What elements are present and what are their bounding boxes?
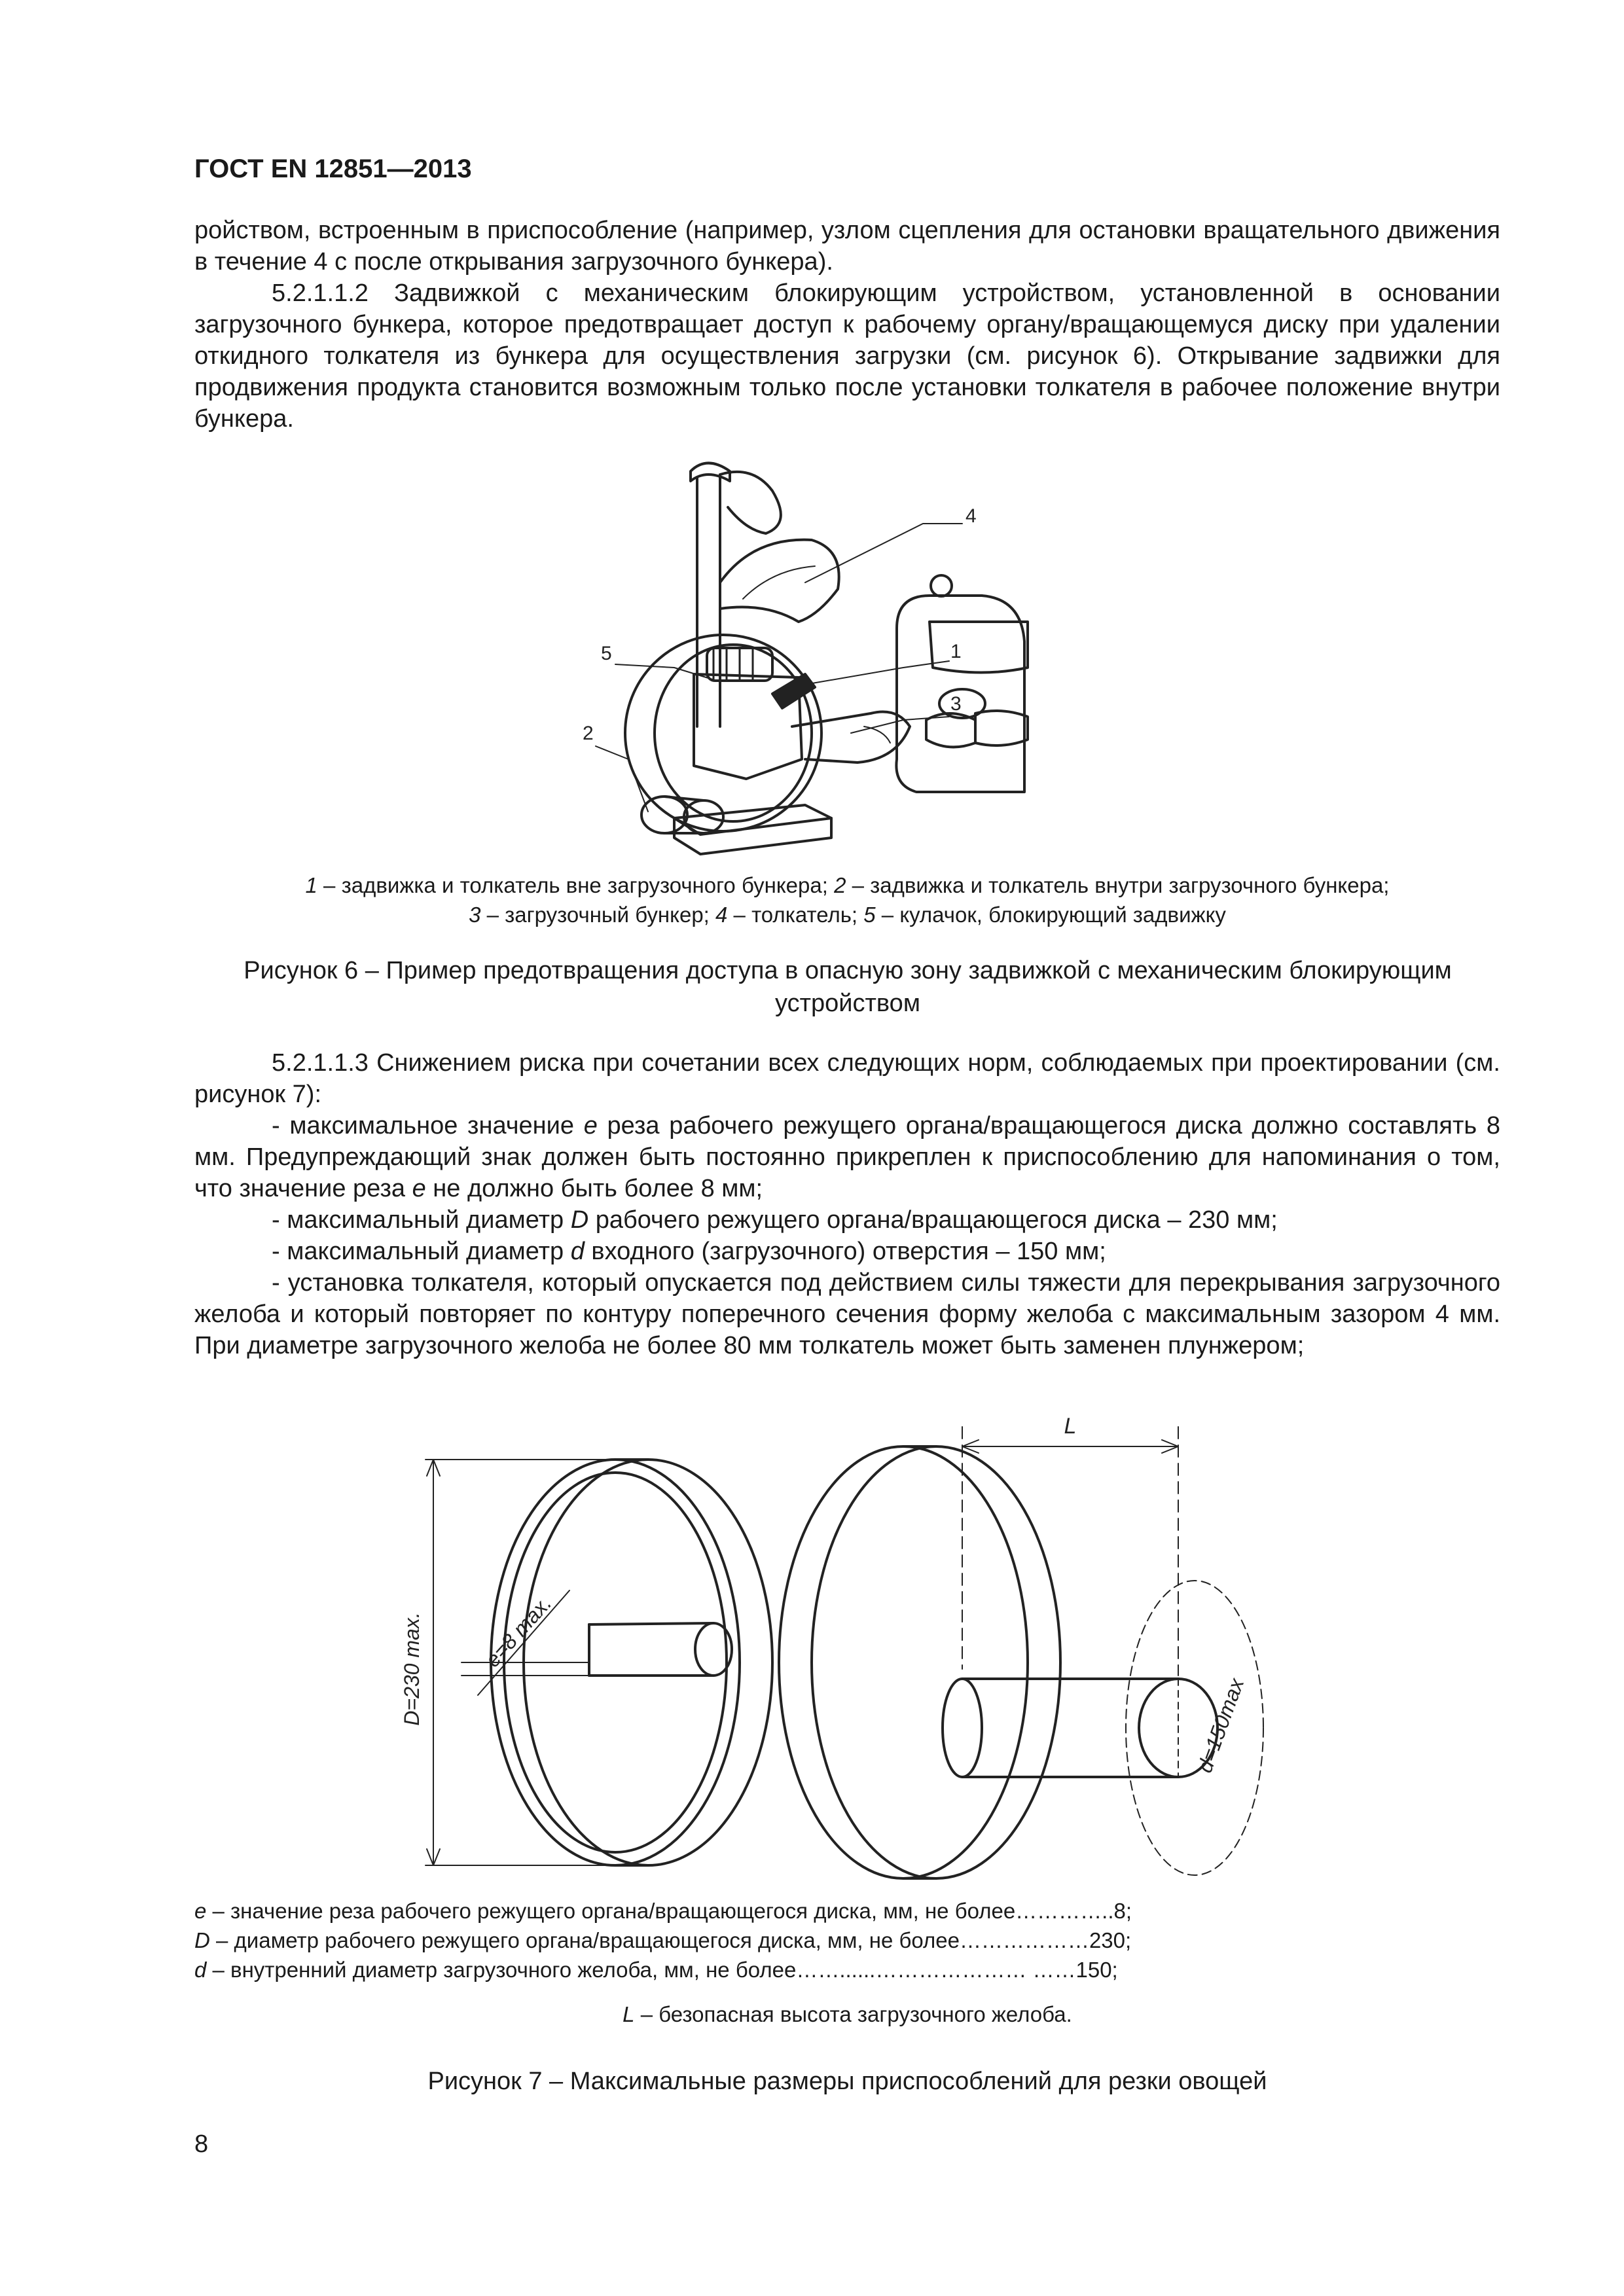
legend-L: L – безопасная высота загрузочного желоба. [623, 2002, 1072, 2026]
label-D: D=230 max. [400, 1612, 424, 1726]
label-e: e=8 max. [480, 1591, 556, 1672]
callout-1: 1 [950, 641, 962, 662]
figure-6-legend [194, 870, 1500, 929]
label-L: L [1064, 1414, 1077, 1439]
callout-4: 4 [965, 505, 977, 527]
figure-6-title: Рисунок 6 – Пример предотвращения доступа в опасную зону задвижкой с механическим блокирующим устройством [244, 957, 1452, 1017]
paragraph-5-2-1-1-3: 5.2.1.1.3 Снижением риска при сочетании всех следующих норм, соблюдаемых при проектировании (см. рисунок 7): [194, 1049, 1500, 1108]
bullet-D-max: - максимальный диаметр D рабочего режущего органа/вращающегося диска – 230 мм; [272, 1206, 1278, 1234]
callout-5: 5 [601, 643, 612, 664]
figure-6-illustration [556, 452, 1211, 870]
bullet-d-max: - максимальный диаметр d входного (загрузочного) отверстия – 150 мм; [272, 1238, 1106, 1265]
page-number: 8 [194, 2130, 209, 2158]
legend-e: e – значение реза рабочего режущего органа/вращающегося диска, мм, не более…………..8; [194, 1899, 1132, 1923]
legend-d: d – внутренний диаметр загрузочного желоба, мм, не более……......………………… ……150; [194, 1958, 1118, 1982]
label-d: d=150max [1193, 1675, 1249, 1776]
figure-7-title: Рисунок 7 – Максимальные размеры приспособлений для резки овощей [427, 2068, 1267, 2095]
callout-3: 3 [950, 693, 962, 715]
callout-2: 2 [583, 723, 594, 744]
legend-D: D – диаметр рабочего режущего органа/вращающегося диска, мм, не более………………230; [194, 1928, 1132, 1952]
bullet-pusher: - установка толкателя, который опускается под действием силы тяжести для перекрывания загрузочного желоба и который повторяет по контуру поперечного сечения форму желоба с максимальным зазором 4 мм. При диаметре загрузочного желоба не более 80 мм толкатель может быть заменен плунжером; [194, 1269, 1500, 1359]
figure-7-legend [194, 1896, 1132, 1984]
document-header: ГОСТ EN 12851—2013 [194, 154, 472, 183]
figure-7-illustration [393, 1388, 1335, 1892]
bullet-e-max: - максимальное значение е реза рабочего режущего органа/вращающегося диска должно составлять 8 мм. Предупреждающий знак должен быть постоянно прикреплен к приспособлению для напоминания о том, что значение реза е не должно быть более 8 мм; [194, 1112, 1500, 1202]
paragraph-intro: ройством, встроенным в приспособление (например, узлом сцепления для остановки вращательного движения в течение 4 с после открывания загрузочного бункера). [194, 217, 1500, 276]
paragraph-5-2-1-1-2: 5.2.1.1.2 Задвижкой с механическим блокирующим устройством, установленной в основании загрузочного бункера, которое предотвращает доступ к рабочему органу/вращающемуся диску при удалении откидного толкателя из бункера для осуществления загрузки (см. рисунок 6). Открывание задвижки для продвижения продукта становится возможным только после установки толкателя в рабочее положение внутри бункера. [194, 279, 1500, 433]
figure-6-legend-line-2: 3 – загрузочный бункер; 4 – толкатель; 5 – кулачок, блокирующий задвижку [469, 903, 1226, 927]
figure-6-legend-line-1: 1 – задвижка и толкатель вне загрузочного бункера; 2 – задвижка и толкатель внутри загрузочного бункера; [305, 873, 1390, 897]
